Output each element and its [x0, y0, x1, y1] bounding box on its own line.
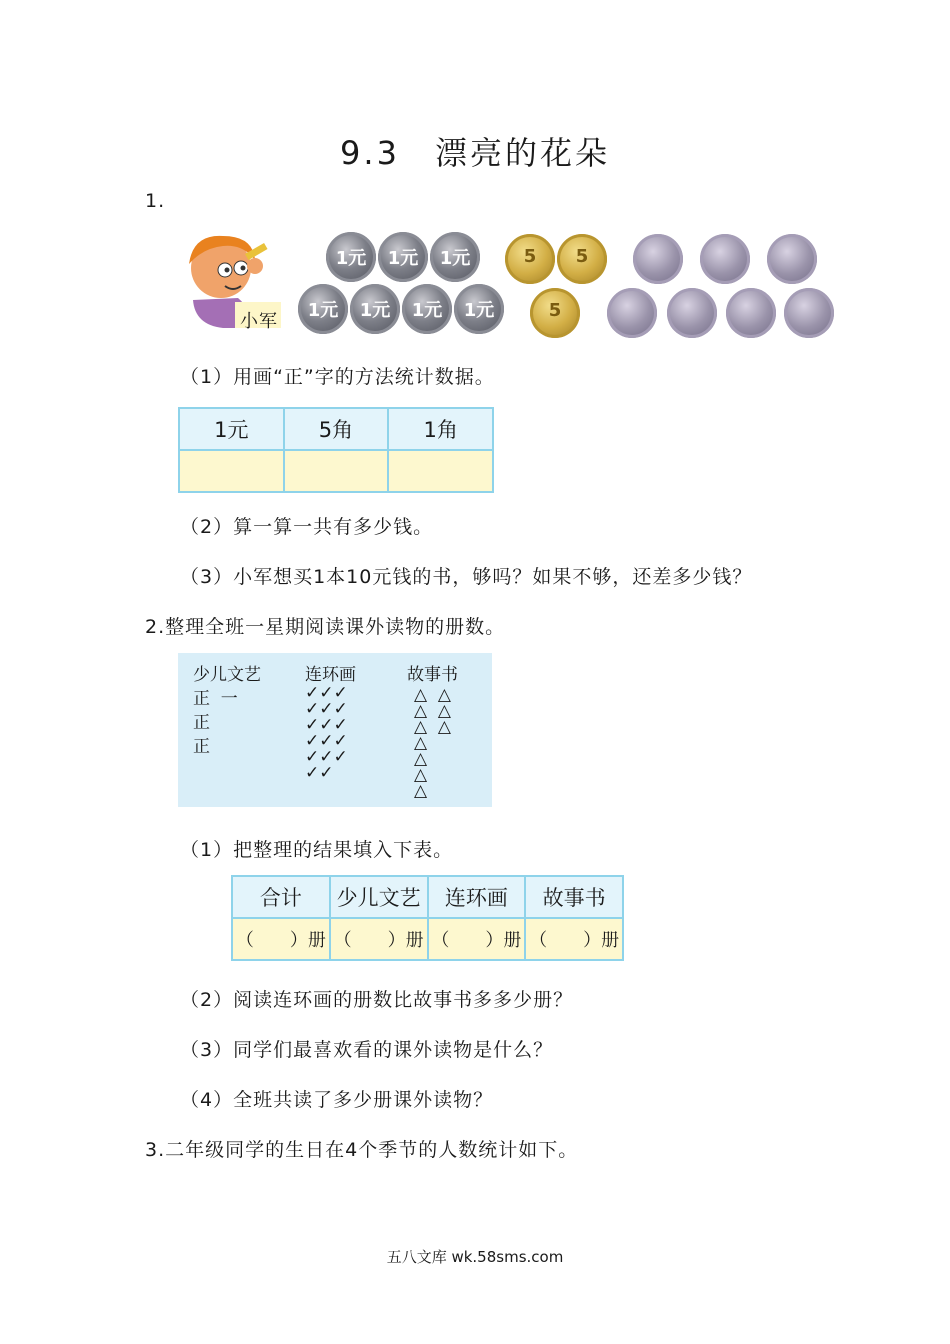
answer-cell[interactable] [388, 450, 493, 492]
one-yuan-coin [350, 284, 400, 334]
q2-part1: （1）把整理的结果填入下表。 [180, 839, 454, 861]
one-yuan-coin [326, 232, 376, 282]
one-yuan-coin [430, 232, 480, 282]
coin-tally-table [178, 407, 494, 493]
q2-part4: （4）全班共读了多少册课外读物？ [180, 1089, 494, 1111]
question-2: 2.整理全班一星期阅读课外读物的册数。 [145, 616, 506, 638]
reading-tally-box [178, 653, 492, 807]
table-header: 连环画 [428, 876, 526, 918]
boy-name: 小军 [240, 311, 278, 332]
coin-label: 5 [548, 300, 562, 321]
coin-label: 1元 [307, 300, 339, 321]
one-jiao-coin [633, 234, 683, 284]
table-header: 合计 [232, 876, 330, 918]
question-3: 3.二年级同学的生日在4个季节的人数统计如下。 [145, 1139, 579, 1161]
answer-cell[interactable]: （ ）册 [428, 918, 526, 960]
one-jiao-coin [700, 234, 750, 284]
answer-cell[interactable]: （ ）册 [232, 918, 330, 960]
coin-label: 1元 [387, 248, 419, 269]
q1-part1: （1）用画“正”字的方法统计数据。 [180, 366, 495, 388]
footer-watermark: 五八文库 wk.58sms.com [386, 1248, 564, 1266]
one-yuan-coin [454, 284, 504, 334]
tally-marks: △ △ △ △ △ △ △ △ △ △ [414, 685, 451, 801]
coin-label: 1元 [463, 300, 495, 321]
coin-label: 5 [523, 246, 537, 267]
table-header: 1角 [388, 408, 493, 450]
q2-part3: （3）同学们最喜欢看的课外读物是什么？ [180, 1039, 554, 1061]
q1-part3: （3）小军想买1本10元钱的书，够吗？如果不够，还差多少钱？ [180, 566, 753, 588]
five-jiao-coin [557, 234, 607, 284]
one-yuan-coin [378, 232, 428, 282]
table-header: 5角 [284, 408, 389, 450]
one-jiao-coin [607, 288, 657, 338]
table-header: 1元 [179, 408, 284, 450]
tally-header: 少儿文艺 [193, 665, 261, 685]
one-jiao-coin [767, 234, 817, 284]
one-jiao-coin [784, 288, 834, 338]
coin-label: 5 [575, 246, 589, 267]
q2-part2: （2）阅读连环画的册数比故事书多多少册？ [180, 989, 574, 1011]
one-jiao-coin [726, 288, 776, 338]
five-jiao-coin [530, 288, 580, 338]
answer-cell[interactable]: （ ）册 [330, 918, 428, 960]
coin-label: 1元 [359, 300, 391, 321]
coin-label: 1元 [439, 248, 471, 269]
coin-label: 1元 [335, 248, 367, 269]
coin-label: 1元 [411, 300, 443, 321]
tally-header: 故事书 [407, 665, 458, 685]
reading-result-table [231, 875, 624, 961]
five-jiao-coin [505, 234, 555, 284]
answer-cell[interactable] [179, 450, 284, 492]
answer-cell[interactable] [284, 450, 389, 492]
one-yuan-coin [298, 284, 348, 334]
question-1-number: 1. [145, 190, 166, 212]
table-header: 故事书 [525, 876, 623, 918]
page-title: 9.3 漂亮的花朵 [340, 134, 610, 172]
answer-cell[interactable]: （ ）册 [525, 918, 623, 960]
tally-marks: 正 一 正 正 [193, 689, 238, 757]
table-header: 少儿文艺 [330, 876, 428, 918]
tally-header: 连环画 [305, 665, 356, 685]
q1-part2: （2）算一算一共有多少钱。 [180, 516, 434, 538]
one-jiao-coin [667, 288, 717, 338]
one-yuan-coin [402, 284, 452, 334]
tally-marks: ✓✓✓ ✓✓✓ ✓✓✓ ✓✓✓ ✓✓✓ ✓✓ [305, 683, 348, 783]
